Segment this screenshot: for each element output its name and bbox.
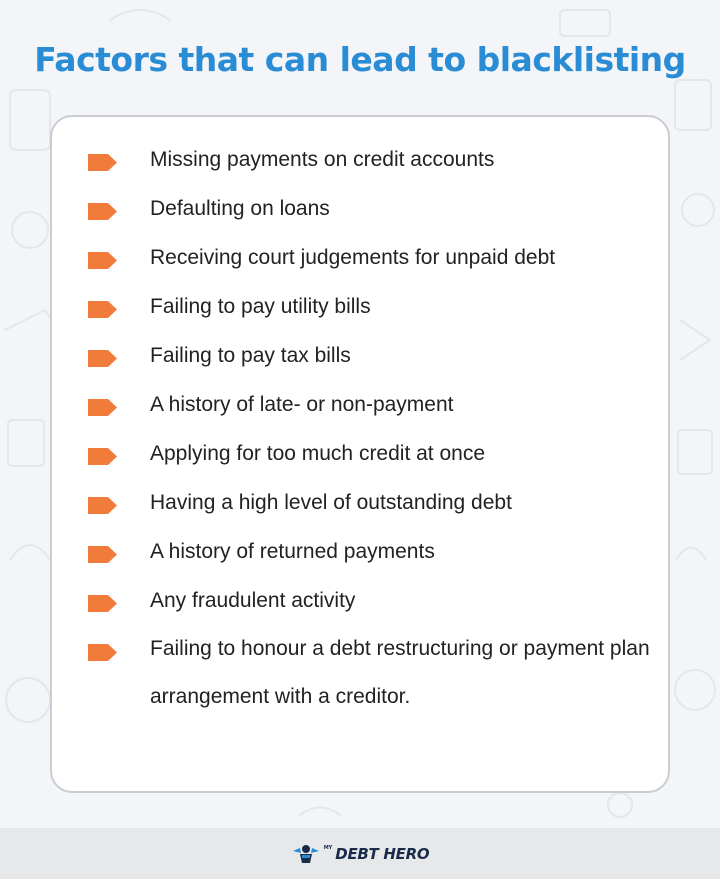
my-debt-hero-logo	[291, 843, 430, 865]
tag-bullet-icon	[88, 203, 118, 220]
factor-text: Receiving court judgements for unpaid debt	[150, 246, 556, 269]
factor-text: A history of returned payments	[150, 540, 435, 563]
list-item	[88, 635, 658, 721]
tag-bullet-icon	[88, 350, 118, 367]
logo-prefix: MY	[323, 844, 333, 851]
tag-bullet-icon	[88, 595, 118, 612]
factor-text: Failing to honour a debt restructuring or payment plan arrangement with a creditor.	[150, 637, 650, 708]
factor-text: Any fraudulent activity	[150, 589, 356, 612]
list-item	[88, 194, 658, 223]
footer-bar	[0, 828, 720, 879]
tag-bullet-icon	[88, 546, 118, 563]
factor-text: Failing to pay tax bills	[150, 344, 351, 367]
tag-bullet-icon	[88, 644, 118, 661]
tag-bullet-icon	[88, 154, 118, 171]
tag-bullet-icon	[88, 252, 118, 269]
factor-text: Having a high level of outstanding debt	[150, 491, 512, 514]
list-item	[88, 586, 658, 615]
list-item	[88, 292, 658, 321]
factor-text: Missing payments on credit accounts	[150, 148, 495, 171]
list-item	[88, 439, 658, 468]
list-item	[88, 145, 658, 174]
list-item	[88, 341, 658, 370]
tag-bullet-icon	[88, 497, 118, 514]
hero-mascot-icon	[291, 843, 321, 865]
factors-card	[50, 115, 670, 793]
page-title: Factors that can lead to blacklisting	[34, 40, 686, 79]
factor-list	[88, 145, 658, 741]
list-item	[88, 488, 658, 517]
logo-wordmark: DEBT HERO	[335, 844, 430, 863]
factor-text: Failing to pay utility bills	[150, 295, 371, 318]
tag-bullet-icon	[88, 301, 118, 318]
list-item	[88, 243, 658, 272]
tag-bullet-icon	[88, 399, 118, 416]
list-item	[88, 390, 658, 419]
factor-text: Applying for too much credit at once	[150, 442, 486, 465]
factor-text: Defaulting on loans	[150, 197, 330, 220]
list-item	[88, 537, 658, 566]
tag-bullet-icon	[88, 448, 118, 465]
factor-text: A history of late- or non-payment	[150, 393, 454, 416]
